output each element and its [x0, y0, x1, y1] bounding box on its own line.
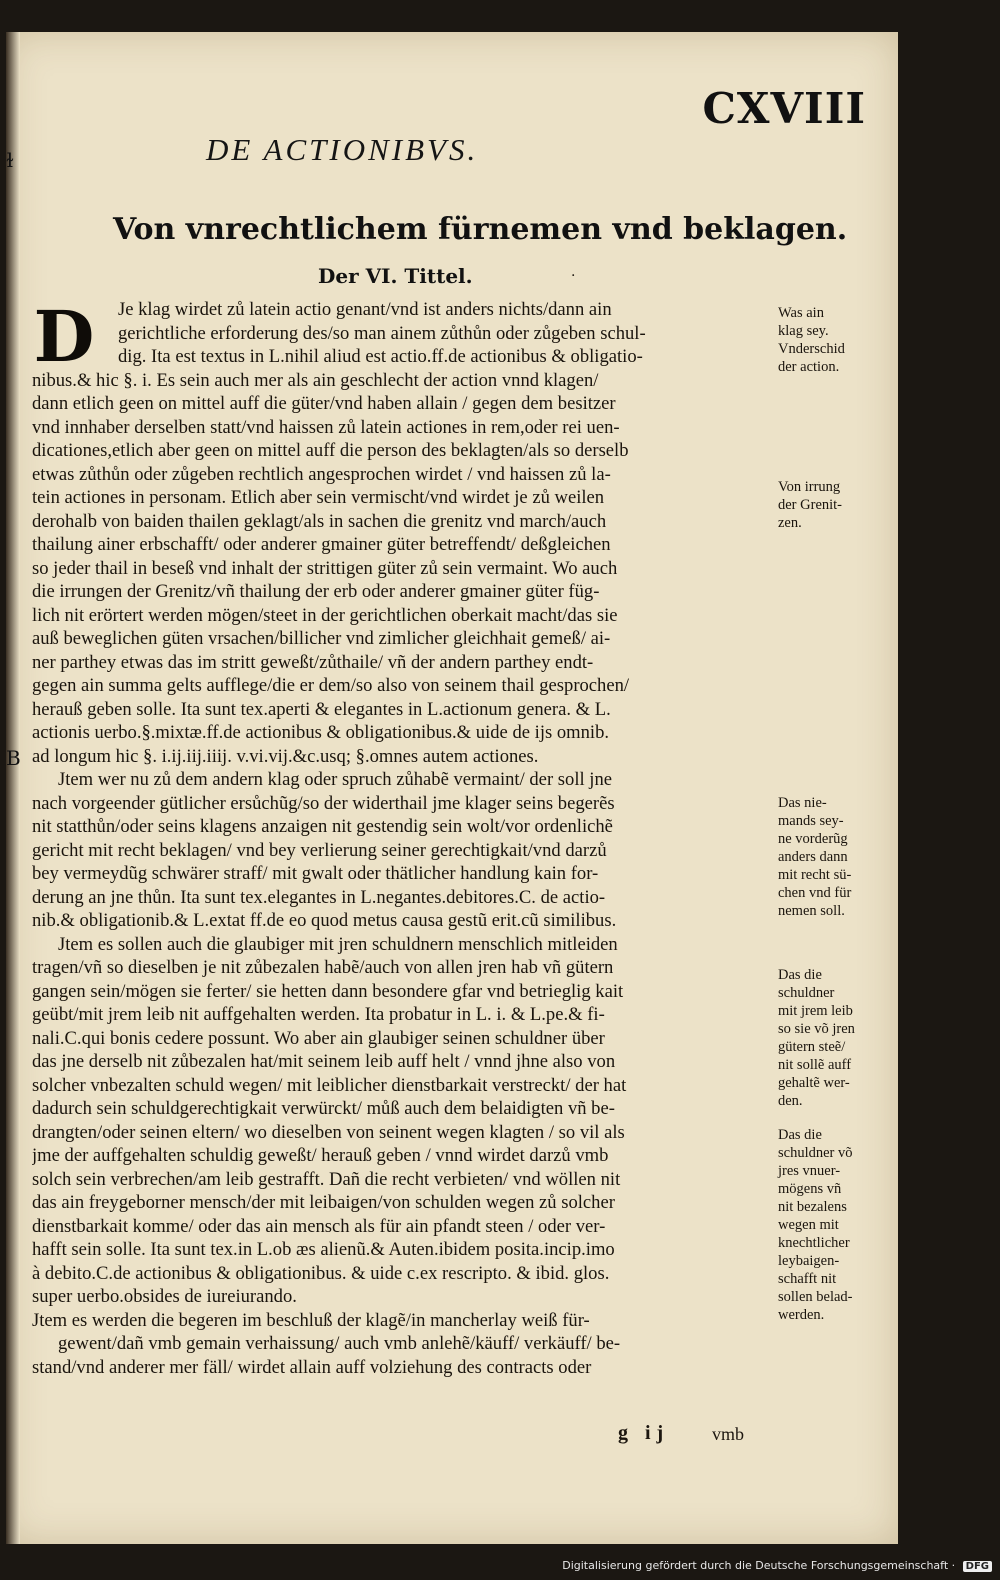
text-line: geübt/mit jrem leib nit auffgehalten werden. Ita probatur in L. i. & L.pe.& fi-: [32, 1004, 605, 1025]
text-line: das ain freygeborner mensch/der mit leibaigen/von schulden wegen zů solcher: [32, 1192, 615, 1213]
text-line: etwas zůthůn oder zůgeben rechtlich angesprochen wirdet / vnd haissen zů la-: [32, 463, 611, 485]
text-line: gegen ain summa gelts aufflege/die er dem/so also von seinem thail gesprochen/: [32, 675, 630, 696]
marginal-note-5: Das die schuldner võ jres vnuer- mögens vñ nit bezalens wegen mit knechtlicher leybaigen- schafft nit sollen belad- werden.: [778, 1127, 853, 1323]
chapter-subtitle: Der VI. Tittel.: [318, 264, 473, 288]
text-line: so jeder thail in beseß vnd inhalt der strittigen güter zů sein vermaint. Wo auch: [32, 557, 618, 579]
left-mark-top: ɫ: [6, 148, 14, 172]
text-line: à debito.C.de actionibus & obligationibus. & uide c.ex rescripto. & ibid. glos.: [32, 1262, 610, 1284]
chapter-title: Von vnrechtlichem fürnemen vnd beklagen.: [113, 212, 848, 247]
text-line: herauß geben solle. Ita sunt tex.aperti & elegantes in L.actionum genera. & L.: [32, 698, 611, 720]
ornament-dot: ·: [571, 268, 576, 284]
text-line: drangten/oder seinen eltern/ wo dieselben von seinent wegen klagten / so vil als: [32, 1121, 625, 1143]
marginal-note-2: Von irrung der Grenit- zen.: [778, 479, 843, 531]
text-line: tein actiones in personam. Etlich aber sein vermischt/vnd wirdet je zů weilen: [32, 487, 605, 508]
text-line: tragen/vñ so dieselben je nit zůbezalen habẽ/auch von allen jren hab vñ gütern: [32, 957, 614, 978]
credit-text: Digitalisierung gefördert durch die Deutsche Forschungsgemeinschaft ·: [562, 1559, 956, 1572]
text-line: nali.C.qui bonis cedere possunt. Wo aber ain glaubiger seinen schuldner über: [32, 1027, 605, 1049]
marginal-note-1: Was ain klag sey. Vnderschid der action.: [778, 305, 845, 375]
marginal-note-4: Das die schuldner mit jrem leib so sie võ jren gütern steẽ/ nit sollẽ auff gehaltẽ wer- den.: [778, 967, 855, 1109]
text-line: solcher vnbezalten schuld wegen/ mit leiblicher dienstbarkait verstreckt/ der hat: [32, 1074, 627, 1096]
running-head: DE ACTIONIBVS.: [206, 132, 479, 167]
text-line: nib.& obligationib.& L.extat ff.de eo quod metus causa gestũ erit.cũ similibus.: [32, 910, 617, 931]
text-line: ad longum hic §. i.ij.iij.iiij. v.vi.vij.&c.usq; §.omnes autem actiones.: [32, 745, 539, 767]
text-line: nit statthůn/oder seins klagens anzaigen nit gestendig sein wolt/vor ordenlichẽ: [32, 816, 613, 837]
book-page: [6, 32, 898, 1544]
dfg-logo-icon: DFG: [963, 1561, 992, 1572]
text-line: thailung ainer erbschafft/ oder anderer gmainer güter betreffendt/ deßgleichen: [32, 534, 611, 555]
text-line: nach vorgeender gütlicher ersůchũg/so der widerthail jme klager seins begerẽs: [32, 792, 615, 814]
paragraph-start: Jtem es sollen auch die glaubiger mit jren schuldnern menschlich mitleiden: [58, 933, 618, 955]
body-text: [32, 298, 772, 1403]
text-line: stand/vnd anderer mer fäll/ wirdet allain auff volziehung des contracts oder: [32, 1356, 592, 1378]
catchword: vmb: [712, 1424, 745, 1444]
text-line: derohalb von baiden thailen geklagt/als in sachen die grenitz vnd march/auch: [32, 510, 607, 532]
signature-mark: g ij: [618, 1422, 670, 1444]
text-line: gerichtliche erforderung des/so man ainem zůthůn oder zůgeben schul-: [118, 322, 646, 344]
text-line: nibus.& hic §. i. Es sein auch mer als ain geschlecht der action vnnd klagen/: [32, 369, 599, 391]
text-line: gericht mit recht beklagen/ vnd bey verlierung seiner gerechtigkait/vnd darzů: [32, 839, 607, 861]
left-mark-b: B: [6, 746, 21, 770]
text-line: solch sein verbrechen/am leib gestrafft. Dañ die recht verbieten/ vnd wöllen nit: [32, 1168, 621, 1190]
digitization-credit: [562, 1559, 992, 1572]
text-line: gangen sein/mögen sie ferter/ sie hetten dann besondere gfar vnd betrieglig kait: [32, 980, 624, 1002]
text-line: actionis uerbo.§.mixtæ.ff.de actionibus & obligationibus.& uide de ijs omnib.: [32, 722, 610, 743]
text-line: hafft sein solle. Ita sunt tex.in L.ob æs alienũ.& Auten.ibidem posita.incip.imo: [32, 1239, 615, 1260]
text-line: dicationes,etlich aber geen on mittel auff die person des beklagten/als so derselb: [32, 440, 629, 461]
paragraph-start: gewent/dañ vmb gemain verhaissung/ auch vmb anlehẽ/käuff/ verkäuff/ be-: [58, 1333, 621, 1354]
text-line: [32, 1379, 772, 1403]
decorated-initial: D: [33, 295, 95, 378]
text-line: dadurch sein schuldgerechtigkait verwürckt/ můß auch dem belaidigten vñ be-: [32, 1098, 615, 1119]
text-line: ner parthey etwas das im stritt geweßt/zůthaile/ vñ der andern parthey endt-: [32, 651, 594, 673]
text-line: bey vermeydũg schwärer straff/ mit gwalt oder thätlicher handlung kain for-: [32, 863, 599, 884]
text-line: Jtem es werden die begeren im beschluß der klagẽ/in mancherlay weiß für-: [32, 1309, 590, 1331]
text-line: das jne derselb nit zůbezalen hat/mit seinem leib auff helt / vnnd jhne also von: [32, 1051, 616, 1072]
text-line: dienstbarkait komme/ oder das ain mensch als für ain pfandt steen / oder ver-: [32, 1215, 606, 1237]
text-line: dig. Ita est textus in L.nihil aliud est actio.ff.de actionibus & obligatio-: [118, 346, 643, 367]
text-line: die irrungen der Grenitz/vñ thailung der erb oder anderer gmainer güter füg-: [32, 581, 600, 602]
folio-number: CXVIII: [702, 84, 866, 133]
paragraph-start: Jtem wer nu zů dem andern klag oder spruch zůhabẽ vermaint/ der soll jne: [58, 769, 613, 790]
text-line: vnd innhaber derselben statt/vnd haissen zů latein actiones in rem,oder rei uen-: [32, 416, 620, 438]
marginal-note-3: Das nie- mands sey- ne vorderũg anders dann mit recht sü- chen vnd für nemen soll.: [778, 795, 852, 919]
text-line: derung an jne thůn. Ita sunt tex.elegantes in L.negantes.debitores.C. de actio-: [32, 886, 606, 908]
text-line: dann etlich geen on mittel auff die güter/vnd haben allain / gegen dem besitzer: [32, 393, 616, 414]
text-line: jme der auffgehalten schuldig geweßt/ herauß geben / vnnd wirdet darzů vmb: [32, 1145, 609, 1166]
text-line: auß beweglichen güten vrsachen/billicher vnd zimlicher gleichhait gemeß/ ai-: [32, 628, 611, 649]
text-line: lich nit erörtert werden mögen/steet in der gerichtlichen oberkait macht/das sie: [32, 604, 618, 626]
page-gutter-shadow: [6, 32, 20, 1544]
text-line: Je klag wirdet zů latein actio genant/vnd ist anders nichts/dann ain: [118, 299, 612, 320]
text-line: super uerbo.obsides de iureiurando.: [32, 1286, 297, 1307]
